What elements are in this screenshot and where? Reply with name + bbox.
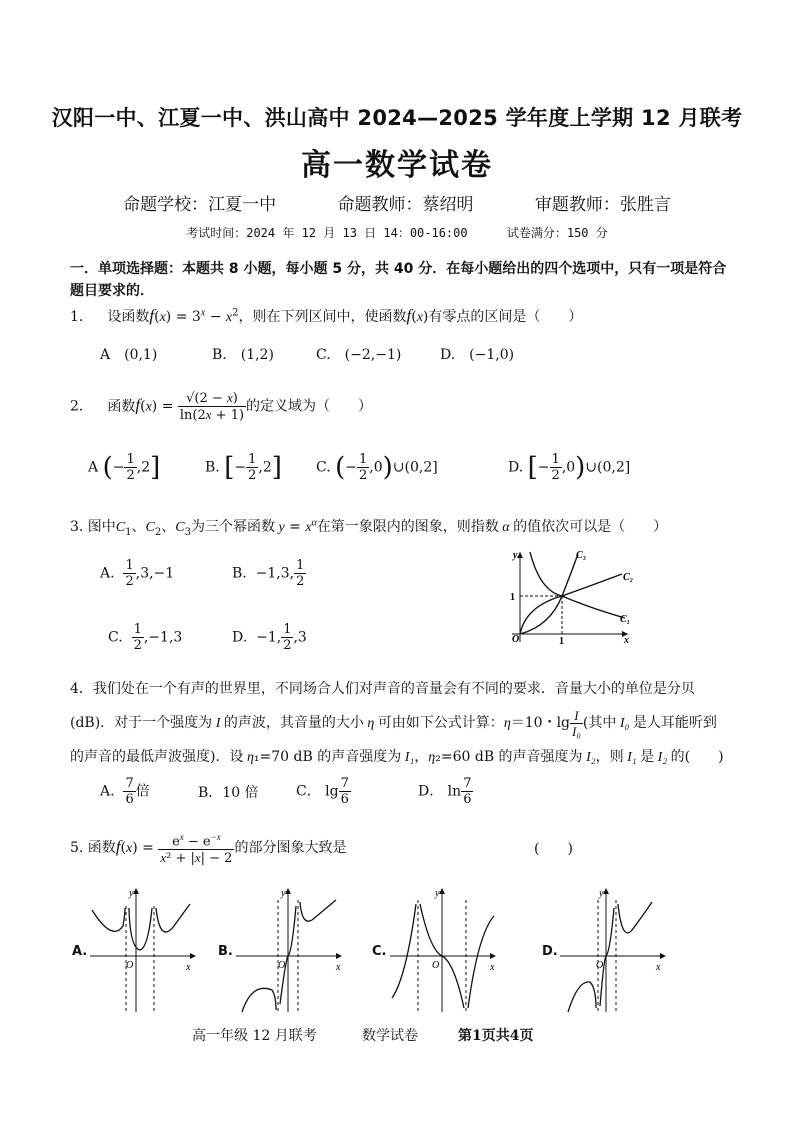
exam-score: 试卷满分：150 分 (506, 226, 608, 240)
footer-page-number: 第1页共4页 (458, 1028, 534, 1044)
q1-option-c: C. (−2,−1) (316, 347, 402, 363)
question-3: 3. 图中$C_1$、$C_2$、$C_3$为三个幂函数 $y = x^\alpha$在第一象限内的图象，则指数 α 的值依次可以是（ ） (70, 517, 668, 538)
q2-post: 的定义域为（ ） (246, 398, 373, 415)
q3-option-d: D. −1, $\frac{1}{2}$ ,3 (232, 622, 307, 653)
svg-text:x: x (656, 962, 661, 973)
exam-title: 汉阳一中、江夏一中、洪山高中 2024—2025 学年度上学期 12 月联考 (51, 106, 743, 130)
svg-text:x: x (186, 962, 191, 973)
reviewer-label: 审题教师：张胜言 (534, 195, 671, 215)
author-label: 命题教师：蔡绍明 (337, 195, 474, 215)
q2-formula: $\frac{√(2 - x)}{\ln(2x + 1)}$ (179, 390, 245, 423)
q1-option-a: A (0,1) (100, 347, 158, 363)
q4-option-d: D． ln $\frac{7}{6}$ (418, 776, 472, 807)
section-heading: 一．单项选择题：本题共 8 小题，每小题 5 分，共 40 分．在每小题给出的四个选项中，只有一项是符合题目要求的． (70, 261, 727, 299)
q5-graph-a (86, 886, 202, 1016)
q3-option-b: B. −1,3, $\frac{1}{2}$ (232, 558, 305, 589)
q4-option-c: C． lg $\frac{7}{6}$ (296, 776, 349, 807)
svg-text:y: y (129, 888, 134, 899)
q5-label-a: A. (72, 944, 88, 959)
footer-subject: 数学试卷 (362, 1028, 418, 1044)
school-label: 命题学校：江夏一中 (123, 195, 277, 215)
svg-text:O: O (126, 960, 134, 971)
q2-option-c: C. (− $\frac{1}{2}$ ,0)∪(0,2] (316, 452, 438, 483)
q1-option-b: B. (1,2) (212, 347, 274, 363)
svg-text:C₃: C₃ (576, 550, 587, 561)
svg-text:y: y (435, 888, 440, 899)
q4-option-a: A. $\frac{7}{6}$ 倍 (100, 776, 150, 807)
question-4-line-2: (dB)．对于一个强度为 I 的声波，其音量的大小 η 可由如下公式计算：η＝10・lg $\frac{I}{\text{I₀}}$ (其中 I₀ 是人耳能听到 (70, 707, 717, 739)
q1-number: 1． (70, 309, 93, 325)
exam-meta (0, 190, 794, 215)
svg-text:1: 1 (510, 592, 515, 603)
svg-text:x: x (490, 962, 495, 973)
question-4-line-3: 的声音的最低声波强度)．设 η₁=70 dB 的声音强度为 I₁，η₂=60 dB 的声音强度为 I₂，则 I₁ 是 I₂ 的( ) (70, 749, 724, 765)
q2-number: 2． (70, 398, 93, 415)
question-1: 1． 设函数$f(x) = 3^x - x^2$，则在下列区间中，使函数f(x)有零点的区间是（ ） (70, 306, 583, 325)
svg-text:O: O (596, 960, 604, 971)
svg-text:O: O (278, 960, 286, 971)
q2-option-d: D. [− $\frac{1}{2}$ ,0)∪(0,2] (508, 452, 631, 483)
q5-answer-paren: ( ) (534, 841, 573, 857)
q3-option-a: A. $\frac{1}{2}$ ,3,−1 (100, 558, 175, 589)
q1-option-d: D. (−1,0) (440, 347, 515, 363)
q5-label-d: D. (542, 944, 558, 959)
q5-graph-d (556, 886, 672, 1016)
svg-text:y: y (281, 888, 286, 899)
q1-post: 有零点的区间是（ ） (428, 309, 583, 325)
q1-formula: f (149, 306, 155, 325)
q5-label-c: C. (372, 944, 387, 959)
svg-text:y: y (513, 550, 518, 561)
svg-text:C₂: C₂ (623, 572, 634, 583)
q5-graph-b (232, 886, 348, 1016)
exam-time: 考试时间：2024 年 12 月 13 日 14：00-16:00 (186, 226, 468, 240)
q3-power-function-graph (500, 546, 635, 646)
exam-subtitle: 高一数学试卷 (301, 148, 493, 183)
svg-text:x: x (624, 635, 629, 646)
svg-text:y: y (599, 888, 604, 899)
footer-grade: 高一年级 12 月联考 (192, 1028, 317, 1044)
q2-option-b: B. [− $\frac{1}{2}$ ,2] (205, 452, 282, 483)
q3-option-c: C. $\frac{1}{2}$ ,−1,3 (108, 622, 183, 653)
q1-pre: 设函数 (107, 309, 150, 325)
question-4-line-1: 4．我们处在一个有声的世界里，不同场合人们对声音的音量会有不同的要求．音量大小的单位是分贝 (70, 681, 695, 697)
question-2: 2． 函数f(x) = $\frac{√(2 - x)}{\ln(2x + 1)}$ 的定义域为（ ） (70, 390, 373, 423)
question-5: 5. 函数f(x) = $\frac{e^x - e^{-x}}{\text{x² + |x| − 2}}$ 的部分图象大致是 (70, 832, 347, 867)
q4-option-b: B．10 倍 (198, 785, 259, 801)
q5-label-b: B. (218, 944, 233, 959)
q1-mid: ，则在下列区间中，使函数 (238, 309, 407, 325)
svg-text:1: 1 (559, 636, 564, 646)
svg-text:x: x (336, 962, 341, 973)
exam-time-line (0, 224, 794, 241)
svg-text:O: O (432, 960, 440, 971)
q5-graph-c (386, 886, 502, 1016)
svg-text:O: O (512, 634, 520, 645)
q2-option-a: A (− $\frac{1}{2}$ ,2] (88, 452, 161, 483)
svg-text:C₁: C₁ (620, 614, 631, 625)
q2-pre: 函数 (107, 398, 136, 415)
